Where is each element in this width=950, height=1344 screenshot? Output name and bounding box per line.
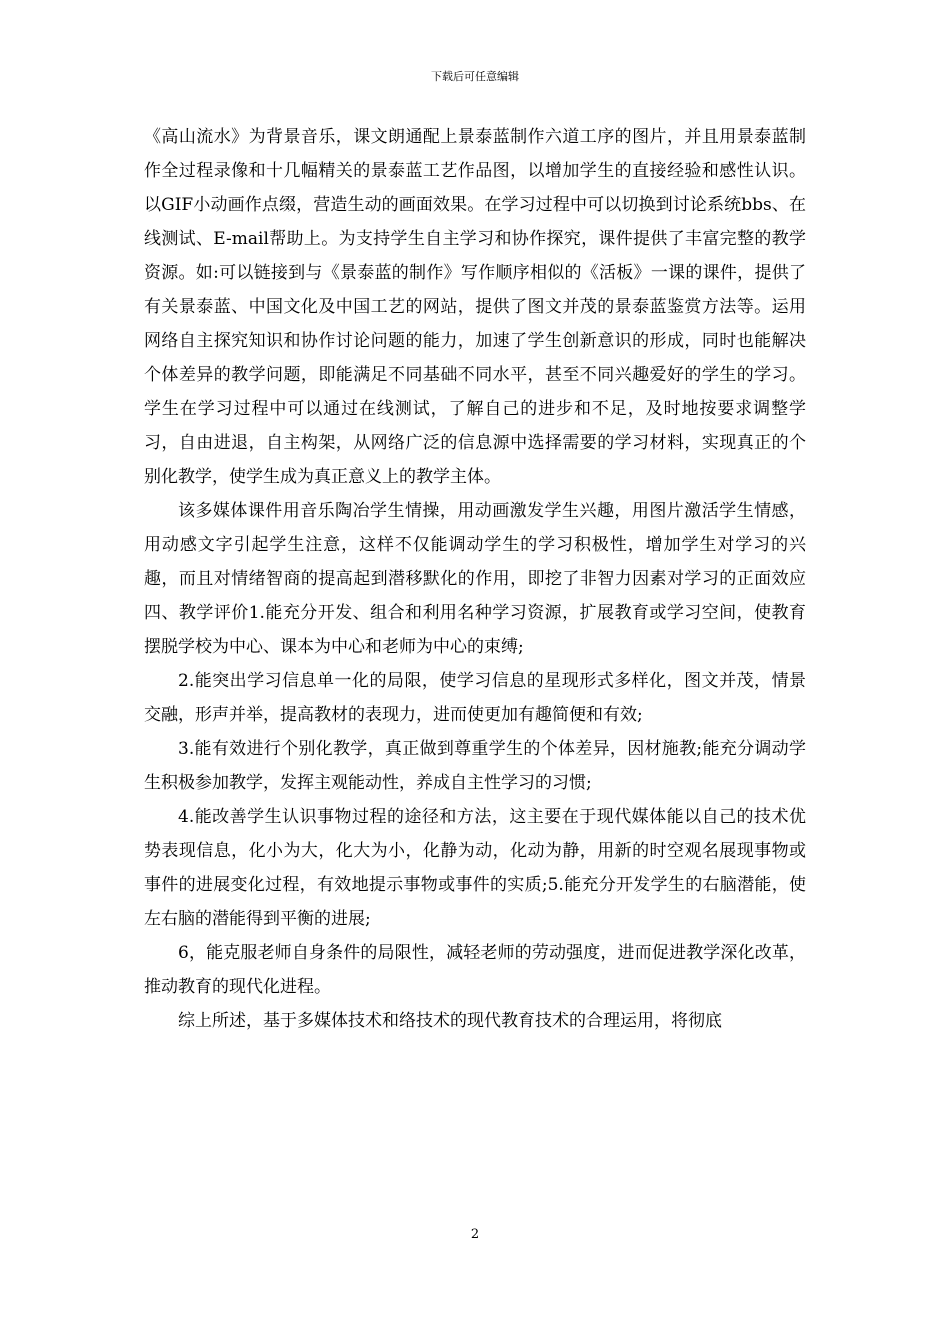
- paragraph-1: 《高山流水》为背景音乐，课文朗通配上景泰蓝制作六道工序的图片，并且用景泰蓝制作全过程录像和十几幅精关的景泰蓝工艺作品图，以增加学生的直接经验和感性认识。以GIF小动画作点缀，营造生动的画面效果。在学习过程中可以切换到讨论系统bbs、在线测试、E-mail帮助上。为支持学生自主学习和协作探究，课件提供了丰富完整的教学资源。如:可以链接到与《景泰蓝的制作》写作顺序相似的《活板》一课的课件，提供了有关景泰蓝、中国文化及中国工艺的网站，提供了图文并茂的景泰蓝鉴赏方法等。运用网络自主探究知识和协作讨论问题的能力，加速了学生创新意识的形成，同时也能解决个体差异的教学问题，即能满足不同基础不同水平，甚至不同兴趣爱好的学生的学习。学生在学习过程中可以通过在线测试，了解自己的进步和不足，及时地按要求调整学习，自由进退，自主构架，从网络广泛的信息源中选择需要的学习材料，实现真正的个别化教学，使学生成为真正意义上的教学主体。: [144, 127, 806, 487]
- paragraph-6: 6，能克服老师自身条件的局限性，减轻老师的劳动强度，进而促进教学深化改革，推动教育的现代化进程。: [144, 943, 806, 997]
- paragraph-3: 2.能突出学习信息单一化的局限，使学习信息的星现形式多样化，图文并茂，情景交融，形声并举，提高教材的表现力，进而使更加有趣简便和有效;: [144, 671, 806, 725]
- document-body: [144, 120, 806, 1038]
- paragraph-7: 综上所述，基于多媒体技术和络技术的现代教育技术的合理运用，将彻底: [178, 1011, 722, 1031]
- page-number: 2: [470, 1227, 480, 1242]
- paragraph-5: 4.能改善学生认识事物过程的途径和方法，这主要在于现代媒体能以自己的技术优势表现信息，化小为大，化大为小，化静为动，化动为静，用新的时空观名展现事物或事件的进展变化过程，有效地提示事物或事件的实质;5.能充分开发学生的右脑潜能，使左右脑的潜能得到平衡的进展;: [144, 807, 806, 929]
- page-header: 下载后可任意编辑: [431, 70, 519, 83]
- paragraph-4: 3.能有效进行个别化教学，真正做到尊重学生的个体差异，因材施教;能充分调动学生积极参加教学，发挥主观能动性，养成自主性学习的习惯;: [144, 739, 806, 793]
- paragraph-2: 该多媒体课件用音乐陶冶学生情操，用动画激发学生兴趣，用图片激活学生情感，用动感文字引起学生注意，这样不仅能调动学生的学习积极性，增加学生对学习的兴趣，而且对情绪智商的提高起到潜移默化的作用，即挖了非智力因素对学习的正面效应四、教学评价1.能充分开发、组合和利用名种学习资源，扩展教育或学习空间，使教育摆脱学校为中心、课本为中心和老师为中心的束缚;: [144, 501, 806, 657]
